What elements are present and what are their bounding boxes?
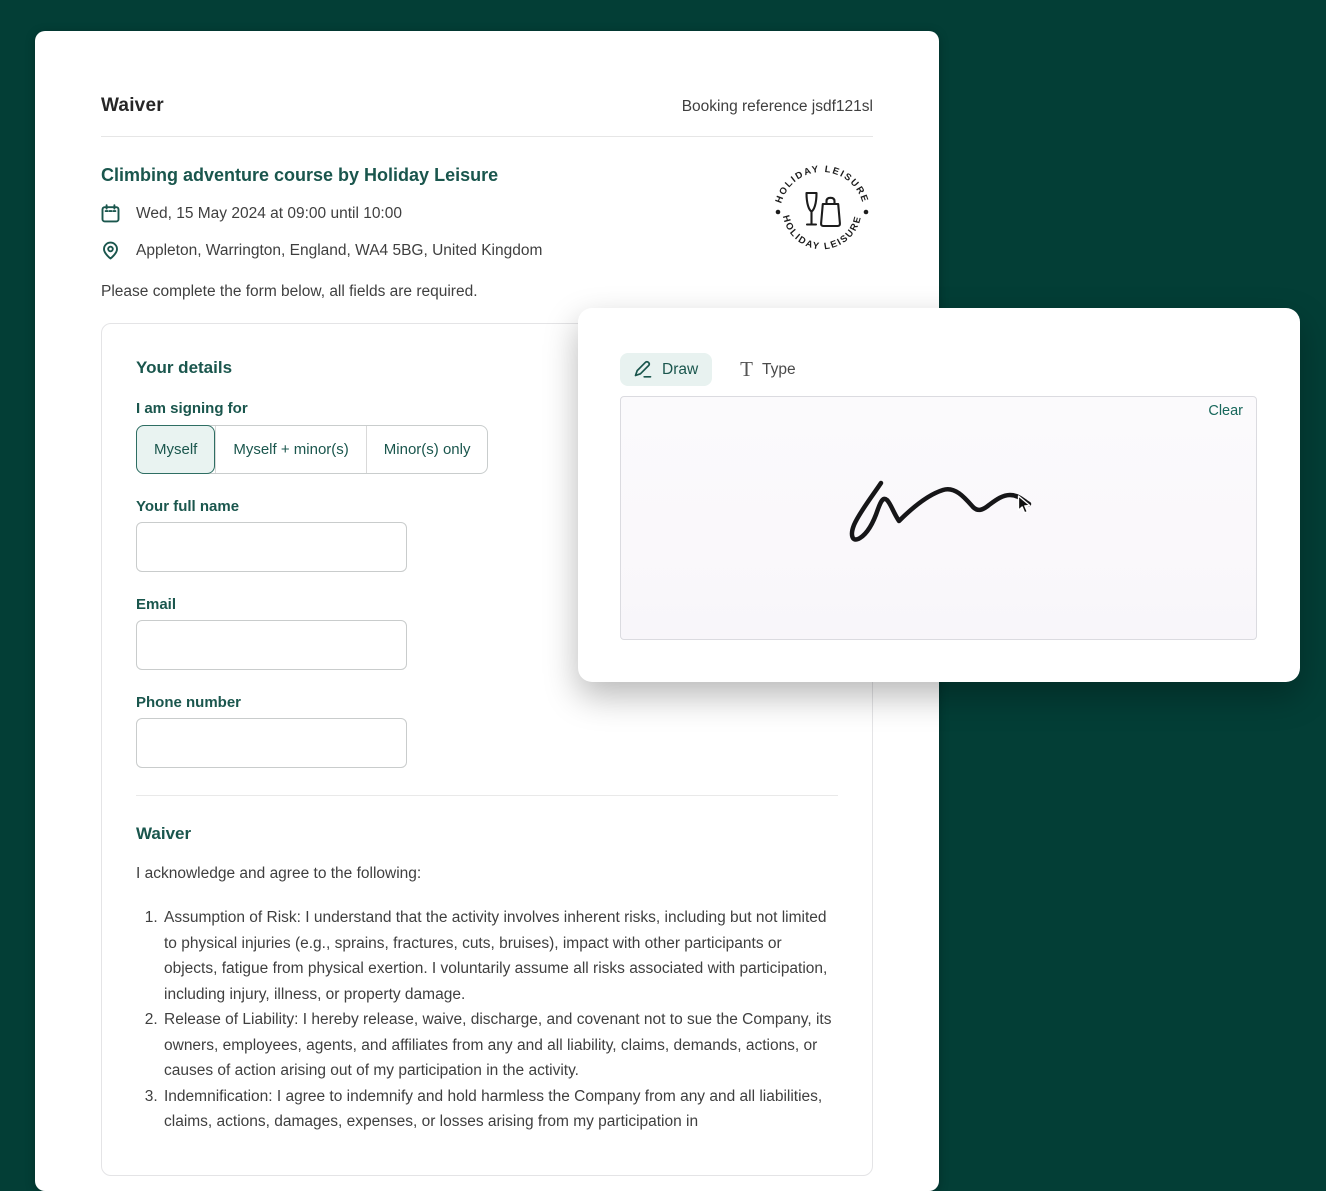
option-myself[interactable]: Myself — [136, 425, 215, 474]
email-label: Email — [136, 596, 177, 613]
signature-modal — [578, 308, 1300, 682]
signature-drawing — [621, 397, 1258, 641]
waiver-terms-list — [136, 905, 838, 1135]
tab-draw-label: Draw — [662, 360, 699, 378]
form-instructions: Please complete the form below, all fields are required. — [101, 283, 478, 300]
phone-number-label: Phone number — [136, 694, 242, 711]
svg-text:HOLIDAY LEISURE — [774, 164, 871, 205]
event-location-row — [101, 241, 873, 260]
phone-number-input[interactable] — [136, 718, 407, 768]
tab-draw[interactable] — [620, 353, 712, 386]
page-title: Waiver — [101, 95, 164, 116]
waiver-term-assumption-of-risk: 1. Assumption of Risk: I understand that the activity involves inherent risks, including but not limited to physical injuries (e.g., sprains, fractures, cuts, bruises), impact with other participants or objects, fatigue from physical exertion. I voluntarily assume all risks associated with participation, including injury, illness, or property damage. — [162, 905, 838, 1007]
option-myself-plus-minors[interactable]: Myself + minor(s) — [215, 426, 365, 473]
signing-for-segmented-control — [136, 425, 488, 474]
wine-glass-and-shopping-bag-icon — [807, 193, 840, 226]
booking-reference: Booking reference jsdf121sl — [681, 98, 873, 115]
email-input[interactable] — [136, 620, 407, 670]
signature-mode-tabs — [620, 352, 1257, 387]
holiday-leisure-logo — [772, 162, 872, 262]
card-header — [101, 95, 873, 117]
waiver-section-heading: Waiver — [136, 824, 192, 843]
clear-signature-button[interactable]: Clear — [1208, 403, 1243, 419]
event-title: Climbing adventure course by Holiday Leisure — [101, 165, 499, 185]
location-pin-icon — [101, 241, 120, 260]
tab-type-label: Type — [762, 360, 796, 378]
tab-type[interactable] — [726, 352, 809, 387]
logo-dot-left — [776, 210, 781, 215]
logo-dot-right — [864, 210, 869, 215]
waiver-intro: I acknowledge and agree to the following: — [136, 865, 422, 882]
event-datetime: Wed, 15 May 2024 at 09:00 until 10:00 — [136, 204, 402, 222]
your-details-heading: Your details — [136, 358, 233, 377]
signing-for-label: I am signing for — [136, 400, 248, 417]
event-datetime-row — [101, 204, 873, 223]
type-text-icon: T — [740, 357, 753, 381]
waiver-term-indemnification: 3. Indemnification: I agree to indemnify and hold harmless the Company from any and all liabilities, claims, actions, damages, expenses, or losses arising from my participation in — [162, 1084, 838, 1135]
waiver-term-release-of-liability: 2. Release of Liability: I hereby release, waive, discharge, and covenant not to sue the Company, its owners, employees, agents, and affiliates from any and all liability, claims, demands, actions, or causes of action arising out of my participation in the activity. — [162, 1007, 838, 1084]
logo-text-bottom: HOLIDAY LEISURE — [779, 214, 865, 253]
calendar-icon — [101, 204, 120, 223]
logo-text-top: HOLIDAY LEISURE — [773, 163, 871, 205]
header-divider — [101, 136, 873, 137]
full-name-label: Your full name — [136, 498, 240, 515]
option-minors-only[interactable]: Minor(s) only — [366, 426, 488, 473]
pen-icon — [634, 360, 653, 379]
signature-canvas[interactable] — [620, 396, 1257, 640]
section-divider — [136, 795, 838, 796]
full-name-input[interactable] — [136, 522, 407, 572]
event-location: Appleton, Warrington, England, WA4 5BG, United Kingdom — [136, 241, 543, 259]
mouse-cursor — [1017, 495, 1032, 516]
